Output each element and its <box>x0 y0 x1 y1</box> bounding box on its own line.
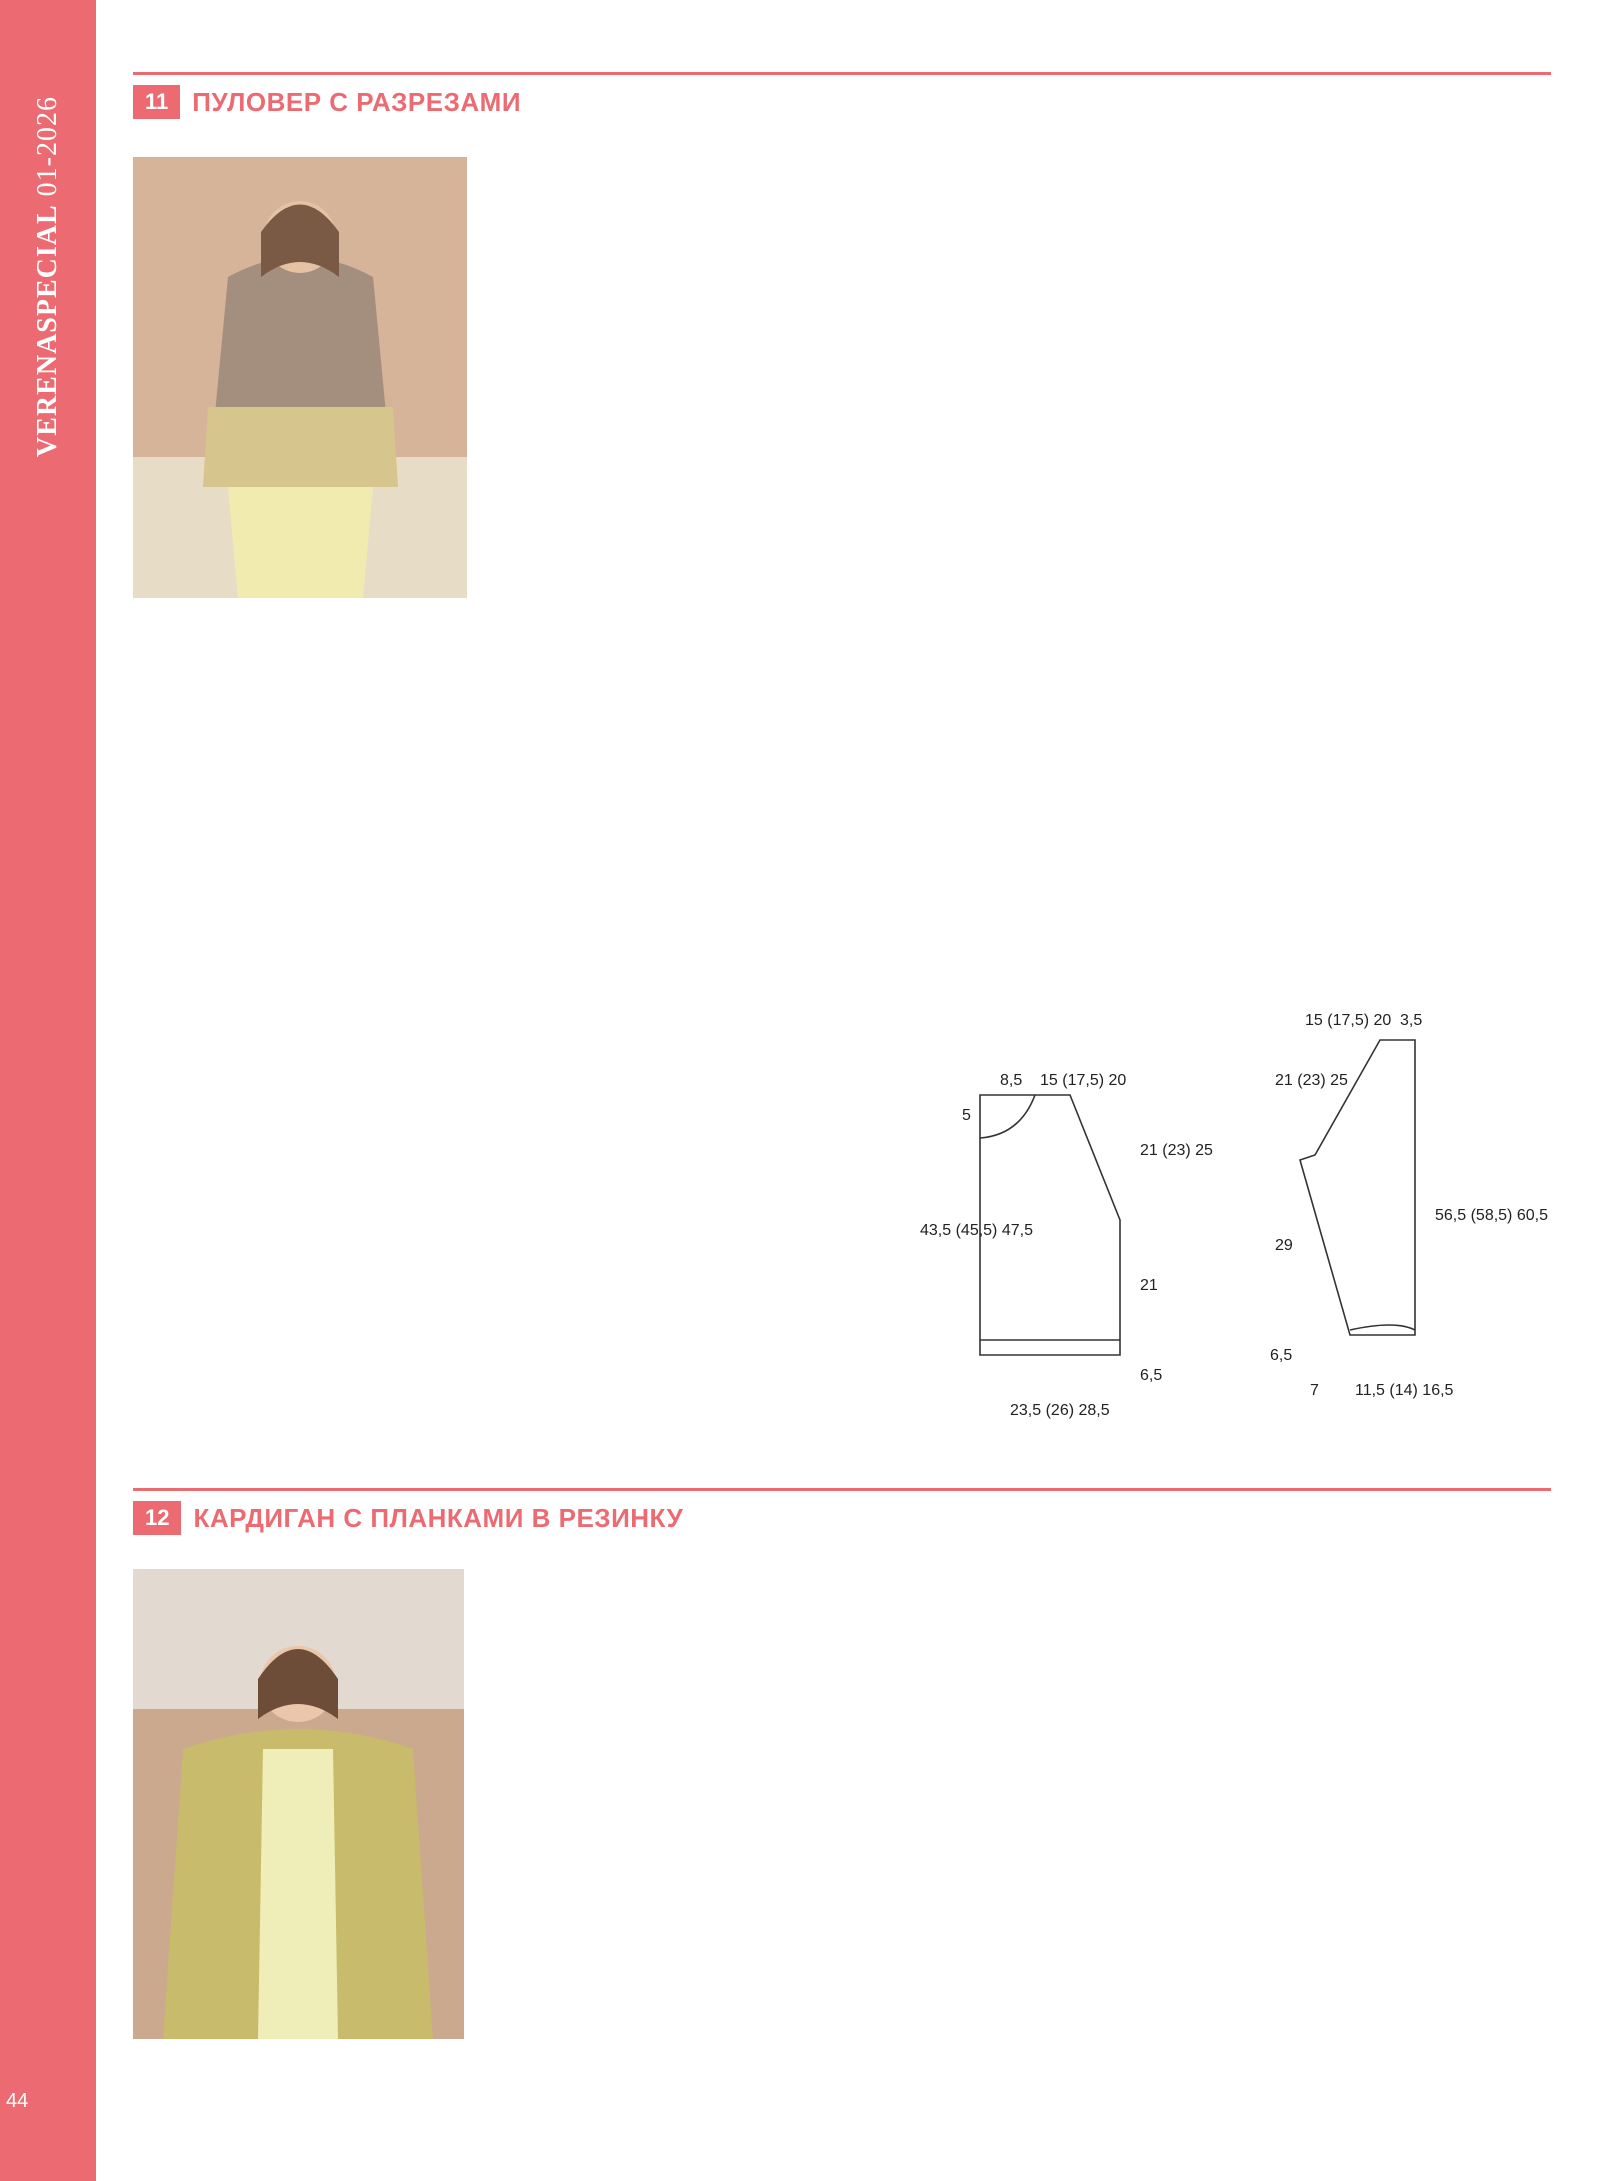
svg-text:3,5: 3,5 <box>1400 1012 1423 1029</box>
svg-text:8,5: 8,5 <box>1000 1072 1023 1089</box>
side-bar <box>0 0 96 2181</box>
section1-header <box>133 82 521 122</box>
svg-text:15 (17,5) 20: 15 (17,5) 20 <box>1040 1072 1127 1089</box>
svg-text:21 (23) 25: 21 (23) 25 <box>1275 1072 1348 1089</box>
svg-text:56,5 (58,5) 60,5: 56,5 (58,5) 60,5 <box>1435 1207 1548 1224</box>
svg-text:7: 7 <box>1310 1382 1319 1399</box>
svg-text:15 (17,5) 20: 15 (17,5) 20 <box>1305 1012 1392 1029</box>
svg-text:11,5 (14) 16,5: 11,5 (14) 16,5 <box>1355 1382 1454 1399</box>
section-rule-top <box>133 72 1551 75</box>
svg-text:5: 5 <box>962 1107 971 1124</box>
svg-text:21: 21 <box>1140 1277 1158 1294</box>
svg-text:29: 29 <box>1275 1237 1293 1254</box>
section1-photo <box>133 157 467 598</box>
section1-title: ПУЛОВЕР С РАЗРЕЗАМИ <box>192 86 522 117</box>
back-schema <box>900 1040 1213 1425</box>
svg-text:43,5 (45,5) 47,5: 43,5 (45,5) 47,5 <box>920 1222 1033 1239</box>
section2-number: 12 <box>133 1501 181 1535</box>
section1-number: 11 <box>133 85 180 119</box>
section2-title: КАРДИГАН С ПЛАНКАМИ В РЕЗИНКУ <box>193 1502 684 1533</box>
svg-text:6,5: 6,5 <box>1140 1367 1163 1384</box>
page-number: 44 <box>6 2090 29 2112</box>
magazine-title: VERENASPECIAL 01-2026 <box>32 96 63 457</box>
svg-text:23,5 (26) 28,5: 23,5 (26) 28,5 <box>1010 1402 1110 1419</box>
section-rule-middle <box>133 1488 1551 1491</box>
section2-photo <box>133 1569 464 2039</box>
svg-text:6,5: 6,5 <box>1270 1347 1293 1364</box>
sleeve-schema <box>1235 995 1548 1425</box>
svg-text:21 (23) 25: 21 (23) 25 <box>1140 1142 1213 1159</box>
section2-header <box>133 1498 683 1538</box>
